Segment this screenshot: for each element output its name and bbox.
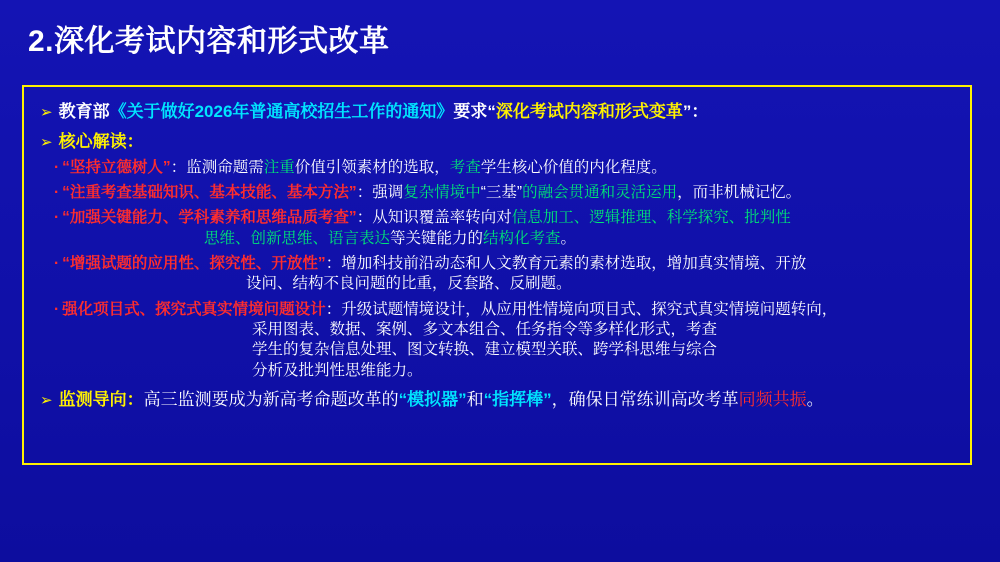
item-text: 监测命题需: [186, 159, 264, 177]
item-sep: ：: [325, 300, 342, 318]
intro-doc-title: 《关于做好2026年普通高校招生工作的通知》: [109, 102, 454, 121]
conclusion-head: 监测导向：: [58, 390, 144, 410]
conclusion-mid: 和: [466, 390, 484, 410]
list-item: [40, 300, 954, 382]
item-text: 强调: [372, 184, 404, 202]
item-sep: ：: [325, 255, 342, 273]
intro-part3: ：: [691, 102, 709, 121]
item-continuation: 采用图表、数据、案例、多文本组合、任务指令等多样化形式，考查: [252, 320, 718, 338]
item-text-cont: 等关键能力的: [390, 229, 484, 247]
list-item: [40, 254, 954, 295]
item-head: 强化项目式、探究式真实情境问题设计: [62, 300, 326, 318]
dot-bullet-icon: ·: [54, 255, 60, 273]
conclusion-quote2: “指挥棒”: [483, 390, 552, 410]
arrow-bullet-icon: ➢: [40, 392, 53, 410]
core-heading: [40, 131, 954, 153]
list-item: [40, 208, 954, 249]
item-emph2: 的融会贯通和灵活运用: [522, 184, 678, 202]
intro-line: [40, 101, 954, 123]
intro-highlight: 深化考试内容和形式变革: [495, 102, 683, 121]
item-emph2: 考查: [449, 159, 481, 177]
arrow-bullet-icon: ➢: [40, 104, 53, 121]
intro-part2: 要求: [453, 102, 488, 121]
item-text-end: 。: [560, 229, 577, 247]
item-head: “加强关键能力、学科素养和思维品质考查”: [62, 209, 357, 227]
item-text3: 学生核心价值的内化程度。: [480, 159, 667, 177]
item-sep: ：: [356, 184, 373, 202]
content-box: [22, 85, 972, 465]
item-emph: 信息加工、逻辑推理、科学探究、批判性: [511, 209, 791, 227]
dot-bullet-icon: ·: [54, 159, 60, 177]
conclusion-part2: ，确保日常练训高改考革: [551, 390, 739, 410]
arrow-bullet-icon: ➢: [40, 134, 53, 152]
item-text: 增加科技前沿动态和人文教育元素的素材选取，增加真实情境、开放: [341, 255, 807, 273]
item-continuation: 分析及批判性思维能力。: [252, 361, 423, 379]
item-emph-cont2: 结构化考查: [483, 229, 561, 247]
intro-quote-open: “: [487, 102, 496, 121]
dot-bullet-icon: ·: [54, 300, 60, 318]
intro-part1: 教育部: [58, 102, 110, 121]
conclusion-tail: 同频共振: [738, 390, 807, 410]
item-text2: “三基”: [480, 184, 523, 202]
dot-bullet-icon: ·: [54, 184, 60, 202]
page-title: 2.深化考试内容和形式改革: [28, 25, 390, 58]
item-emph-cont: 思维、创新思维、语言表达: [204, 229, 391, 247]
item-emph: 复杂情境中: [403, 184, 481, 202]
item-text2: 价值引领素材的选取，: [294, 159, 450, 177]
item-head: “注重考查基础知识、基本技能、基本方法”: [62, 184, 357, 202]
conclusion-line: [40, 389, 954, 411]
item-head: “坚持立德树人”: [62, 159, 171, 177]
intro-quote-close: ”: [682, 102, 692, 121]
item-sep: ：: [170, 159, 187, 177]
item-text3: ，而非机械记忆。: [677, 184, 802, 202]
list-item: [40, 183, 954, 203]
conclusion-quote1: “模拟器”: [398, 390, 467, 410]
item-continuation: [54, 229, 954, 249]
item-continuation: 学生的复杂信息处理、图文转换、建立模型关联、跨学科思维与综合: [252, 341, 718, 359]
core-heading-label: 核心解读：: [58, 132, 144, 152]
item-head: “增强试题的应用性、探究性、开放性”: [62, 255, 326, 273]
item-text: 升级试题情境设计，从应用性情境向项目式、探究式真实情境问题转向，: [341, 300, 838, 318]
dot-bullet-icon: ·: [54, 209, 60, 227]
item-emph: 注重: [263, 159, 295, 177]
item-sep: ：: [356, 209, 373, 227]
conclusion-part1: 高三监测要成为新高考命题改革的: [143, 390, 399, 410]
list-item: [40, 158, 954, 178]
item-continuation: 设问、结构不良问题的比重，反套路、反刷题。: [246, 275, 572, 293]
item-text: 从知识覆盖率转向对: [372, 209, 512, 227]
conclusion-end: 。: [806, 390, 824, 410]
